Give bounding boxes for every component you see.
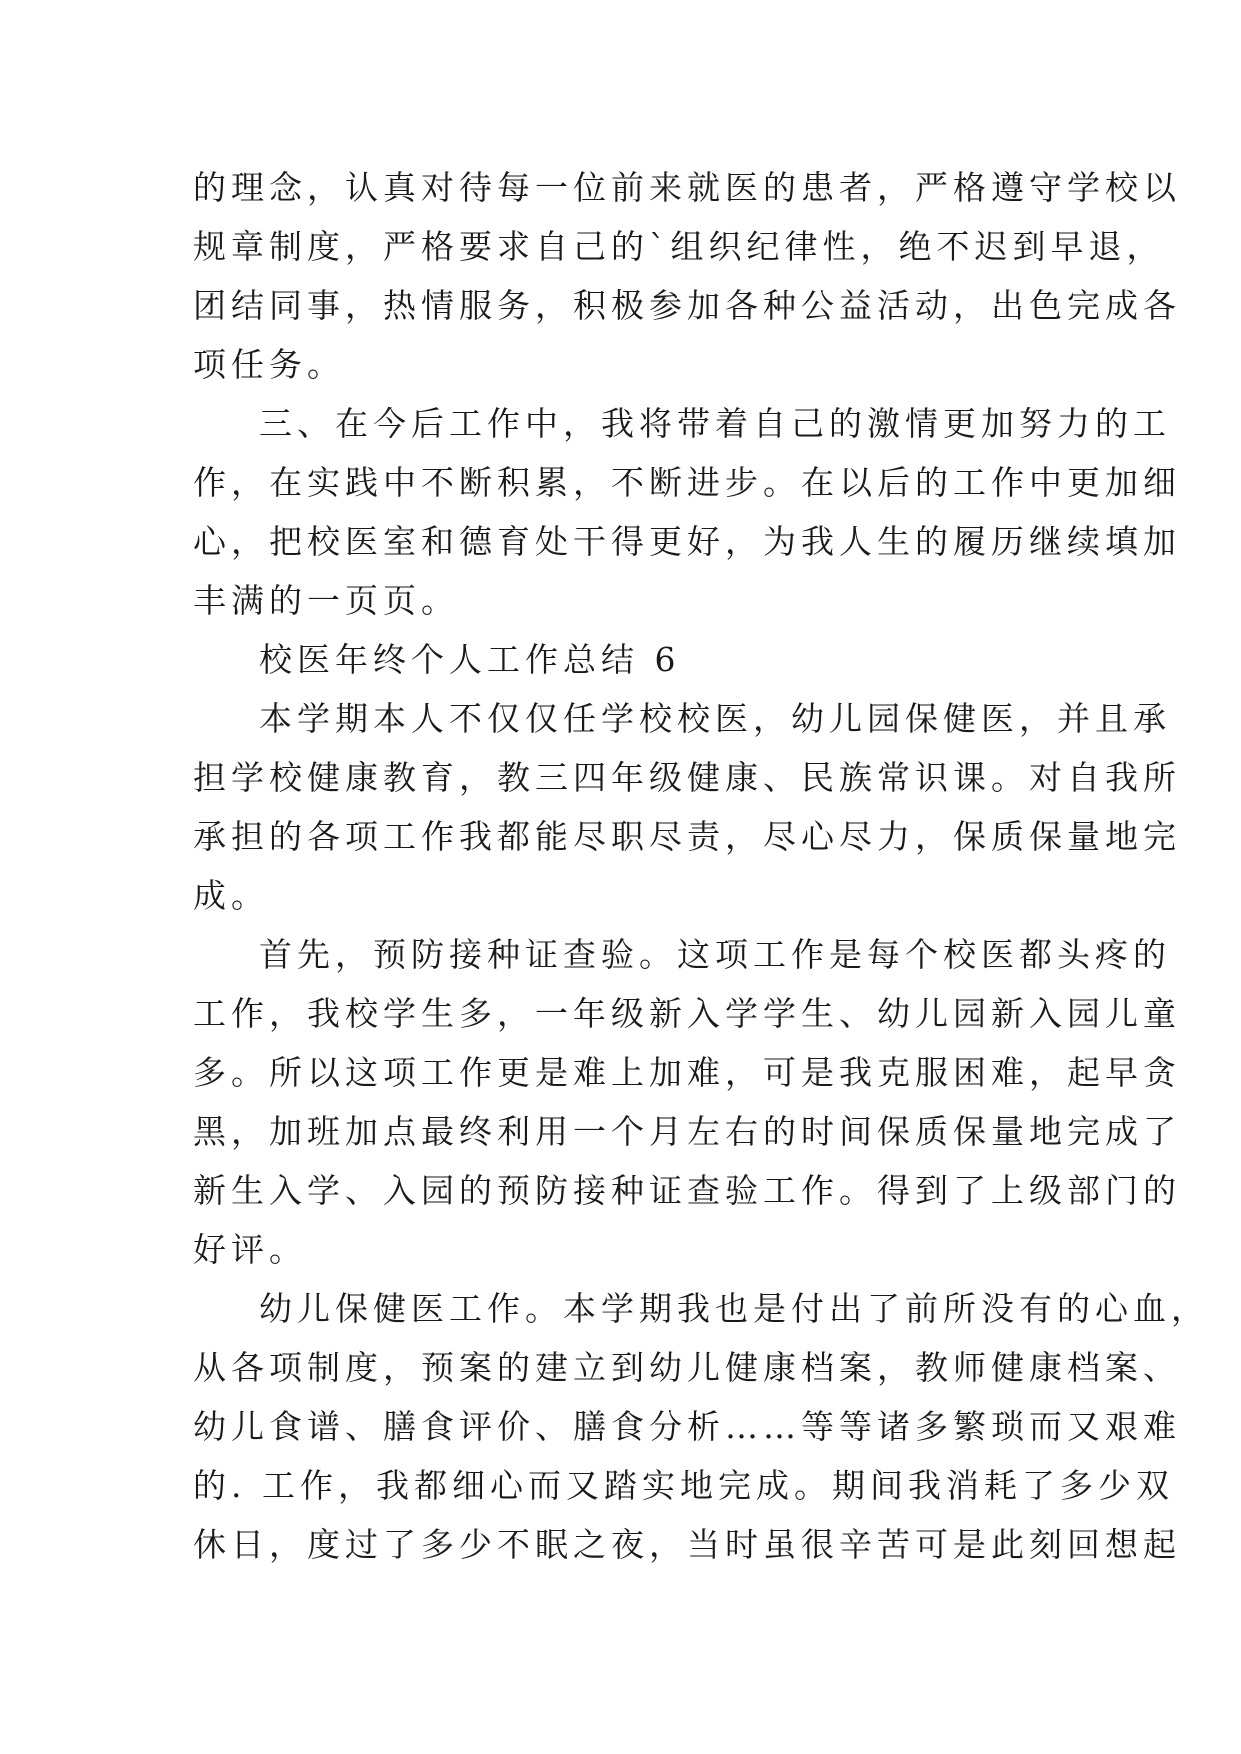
text-line: 从各项制度，预案的建立到幼儿健康档案，教师健康档案、 [193,1348,1181,1387]
text-line: 的理念，认真对待每一位前来就医的患者，严格遵守学校以 [193,168,1181,207]
section-heading [193,630,1055,689]
text-line: 作，在实践中不断积累，不断进步。在以后的工作中更加细 [193,463,1181,502]
text-line: 成。 [193,876,269,915]
text-line: 幼儿食谱、膳食评价、膳食分析……等等诸多繁琐而又艰难 [193,1407,1181,1446]
text-line: 团结同事，热情服务，积极参加各种公益活动，出色完成各 [193,286,1181,325]
text-line: 休日，度过了多少不眠之夜，当时虽很辛苦可是此刻回想起 [193,1525,1181,1564]
text-line: 多。所以这项工作更是难上加难，可是我克服困难，起早贪 [193,1053,1181,1092]
text-line: 承担的各项工作我都能尽职尽责，尽心尽力，保质保量地完 [193,817,1181,856]
text-line: 黑，加班加点最终利用一个月左右的时间保质保量地完成了 [193,1112,1181,1151]
text-line: 丰满的一页页。 [193,581,459,620]
paragraph-1 [193,158,1181,394]
text-line: 项任务。 [193,345,345,384]
paragraph-5 [193,1279,1209,1574]
text-line: 校医年终个人工作总结 6 [259,640,681,679]
text-line: 幼儿保健医工作。本学期我也是付出了前所没有的心血， [259,1289,1209,1328]
text-line: 的. 工作，我都细心而又踏实地完成。期间我消耗了多少双 [193,1466,1174,1505]
text-line: 本学期本人不仅仅任学校校医，幼儿园保健医，并且承 [259,699,1171,738]
text-line: 心，把校医室和德育处干得更好，为我人生的履历继续填加 [193,522,1181,561]
document-body [193,158,1209,1574]
paragraph-3 [193,689,1181,925]
text-line: 担学校健康教育，教三四年级健康、民族常识课。对自我所 [193,758,1181,797]
paragraph-2 [193,394,1181,630]
paragraph-4 [193,925,1181,1279]
text-line: 规章制度，严格要求自己的`组织纪律性，绝不迟到早退， [193,227,1165,266]
text-line: 首先，预防接种证查验。这项工作是每个校医都头疼的 [259,935,1171,974]
text-line: 三、在今后工作中，我将带着自己的激情更加努力的工 [259,404,1171,443]
text-line: 新生入学、入园的预防接种证查验工作。得到了上级部门的 [193,1171,1181,1210]
text-line: 好评。 [193,1230,307,1269]
text-line: 工作，我校学生多，一年级新入学学生、幼儿园新入园儿童 [193,994,1181,1033]
